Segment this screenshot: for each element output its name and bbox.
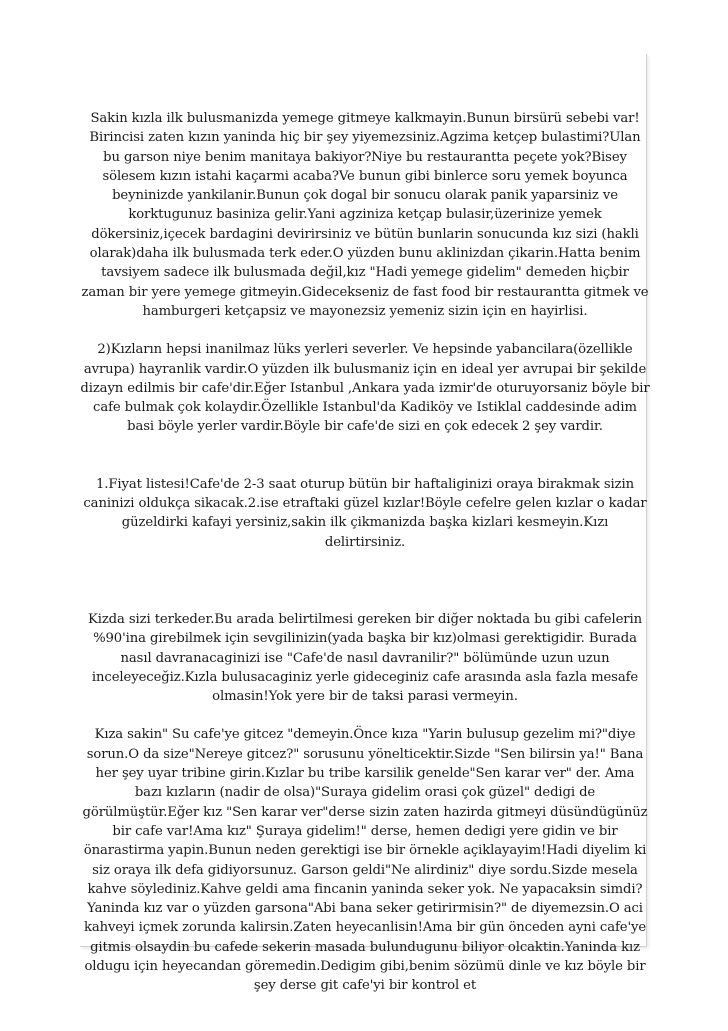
- paragraph-1: Sakin kızla ilk bulusmanizda yemege gitmeye kalkmayin.Bunun birsürü sebebi var! Birincisi zaten kızın yaninda hiç bir şey yiyemezsiniz.Agzima ketçep bulastimi?Ulan bu garson niye benim manitaya bakiyor?Niye bu restaurantta peçete yok?Bisey sölesem kızın istahi kaçarmi acaba?Ve bunun gibi binlerce soru yemek boyunca beyninizde yankilanir.Bunun çok dogal bir sonucu olarak panik yaparsiniz ve korktugunuz basiniza gelir.Yani agziniza ketçap bulasir,üzerinize yemek dökersiniz,içecek bardagini devirirsiniz ve bütün bunlarin sonucunda kız sizi (hakli olarak)daha ilk bulusmada terk eder.O yüzden bunu aklinizdan çikarin.Hatta benim tavsiyem sadece ilk bulusmada değil,kız "Hadi yemege gidelim" demeden hiçbir zaman bir yere yemege gitmeyin.Gidecekseniz de fast food bir restaurantta gitmek ve hamburgeri ketçapsiz ve mayonezsiz yemeniz sizin için en hayirlisi.: [81, 111, 649, 319]
- paragraph-4: Kizda sizi terkeder.Bu arada belirtilmesi gereken bir diğer noktada bu gibi cafelerin %90'ina girebilmek için sevgilinizin(yada başka bir kız)olmasi gerektigidir. Burada nasıl davranacaginizi ise "Cafe'de nasıl davranilir?" bölümünde uzun uzun inceleyeceğiz.Kızla bulusacaginiz yerle gideceginiz cafe arasında asla fazla mesafe olmasin!Yok yere bir de taksi parasi vermeyin.: [87, 611, 643, 705]
- document-body: [80, 109, 650, 996]
- paragraph-2: 2)Kızların hepsi inanilmaz lüks yerleri severler. Ve hepsinde yabancilara(özellikle avrupa) hayranlik vardir.O yüzden ilk bulusmaniz için en ideal yer avrupai bir şekilde dizayn edilmis bir cafe'dir.Eğer Istanbul ,Ankara yada izmir'de oturuyorsaniz böyle bir cafe bulmak çok kolaydir.Özellikle Istanbul'da Kadiköy ve Istiklal caddesinde adim basi böyle yerler vardir.Böyle bir cafe'de sizi en çok edecek 2 şey vardir.: [80, 342, 650, 435]
- paragraph-3: 1.Fiyat listesi!Cafe'de 2-3 saat oturup bütün bir haftaliginizi oraya birakmak sizin caninizi oldukça sikacak.2.ise etraftaki güzel kızlar!Böyle cefelre gelen kızlar o kadar güzeldirki kafayi yersiniz,sakin ilk çikmanizda başka kizlari kesmeyin.Kızı delirtirsiniz.: [83, 476, 647, 550]
- paragraph-5: Kıza sakin" Su cafe'ye gitcez "demeyin.Önce kıza "Yarin bulusup gezelim mi?"diye sorun.O da size"Nereye gitcez?" sorusunu yönelticektir.Sizde "Sen bilirsin ya!" Bana her şey uyar tribine girin.Kızlar bu tribe karsilik genelde"Sen karar ver" der. Ama bazı kızların (nadir de olsa)"Suraya gidelim orasi çok güzel" dedigi de görülmüştür.Eğer kız "Sen karar ver"derse sizin zaten hazirda gitmeyi düsündügünüz bir cafe var!Ama kız" Şuraya gidelim!" derse, hemen dedigi yere gidin ve bir önarastirma yapin.Bunun neden gerektigi ise bir örnekle açiklayayim!Hadi diyelim ki siz oraya ilk defa gidiyorsunuz. Garson geldi"Ne alirdiniz" diye sordu.Sizde mesela kahve söylediniz.Kahve geldi ama fincanin yaninda seker yok. Ne yapacaksin simdi? Yaninda kız var o yüzden garsona"Abi bana seker getirirmisin?" de diyemezsin.O aci kahveyi içmek zorunda kalirsin.Zaten heyecanlisin!Ama bir gün önceden ayni cafe'ye gitmis olsaydin bu cafede sekerin masada bulundugunu biliyor olcaktin.Yaninda kız oldugu için heyecandan göremedin.Dedigim gibi,benim sözümü dinle ve kız böyle bir şey derse git cafe'yi bir kontrol et: [82, 727, 648, 994]
